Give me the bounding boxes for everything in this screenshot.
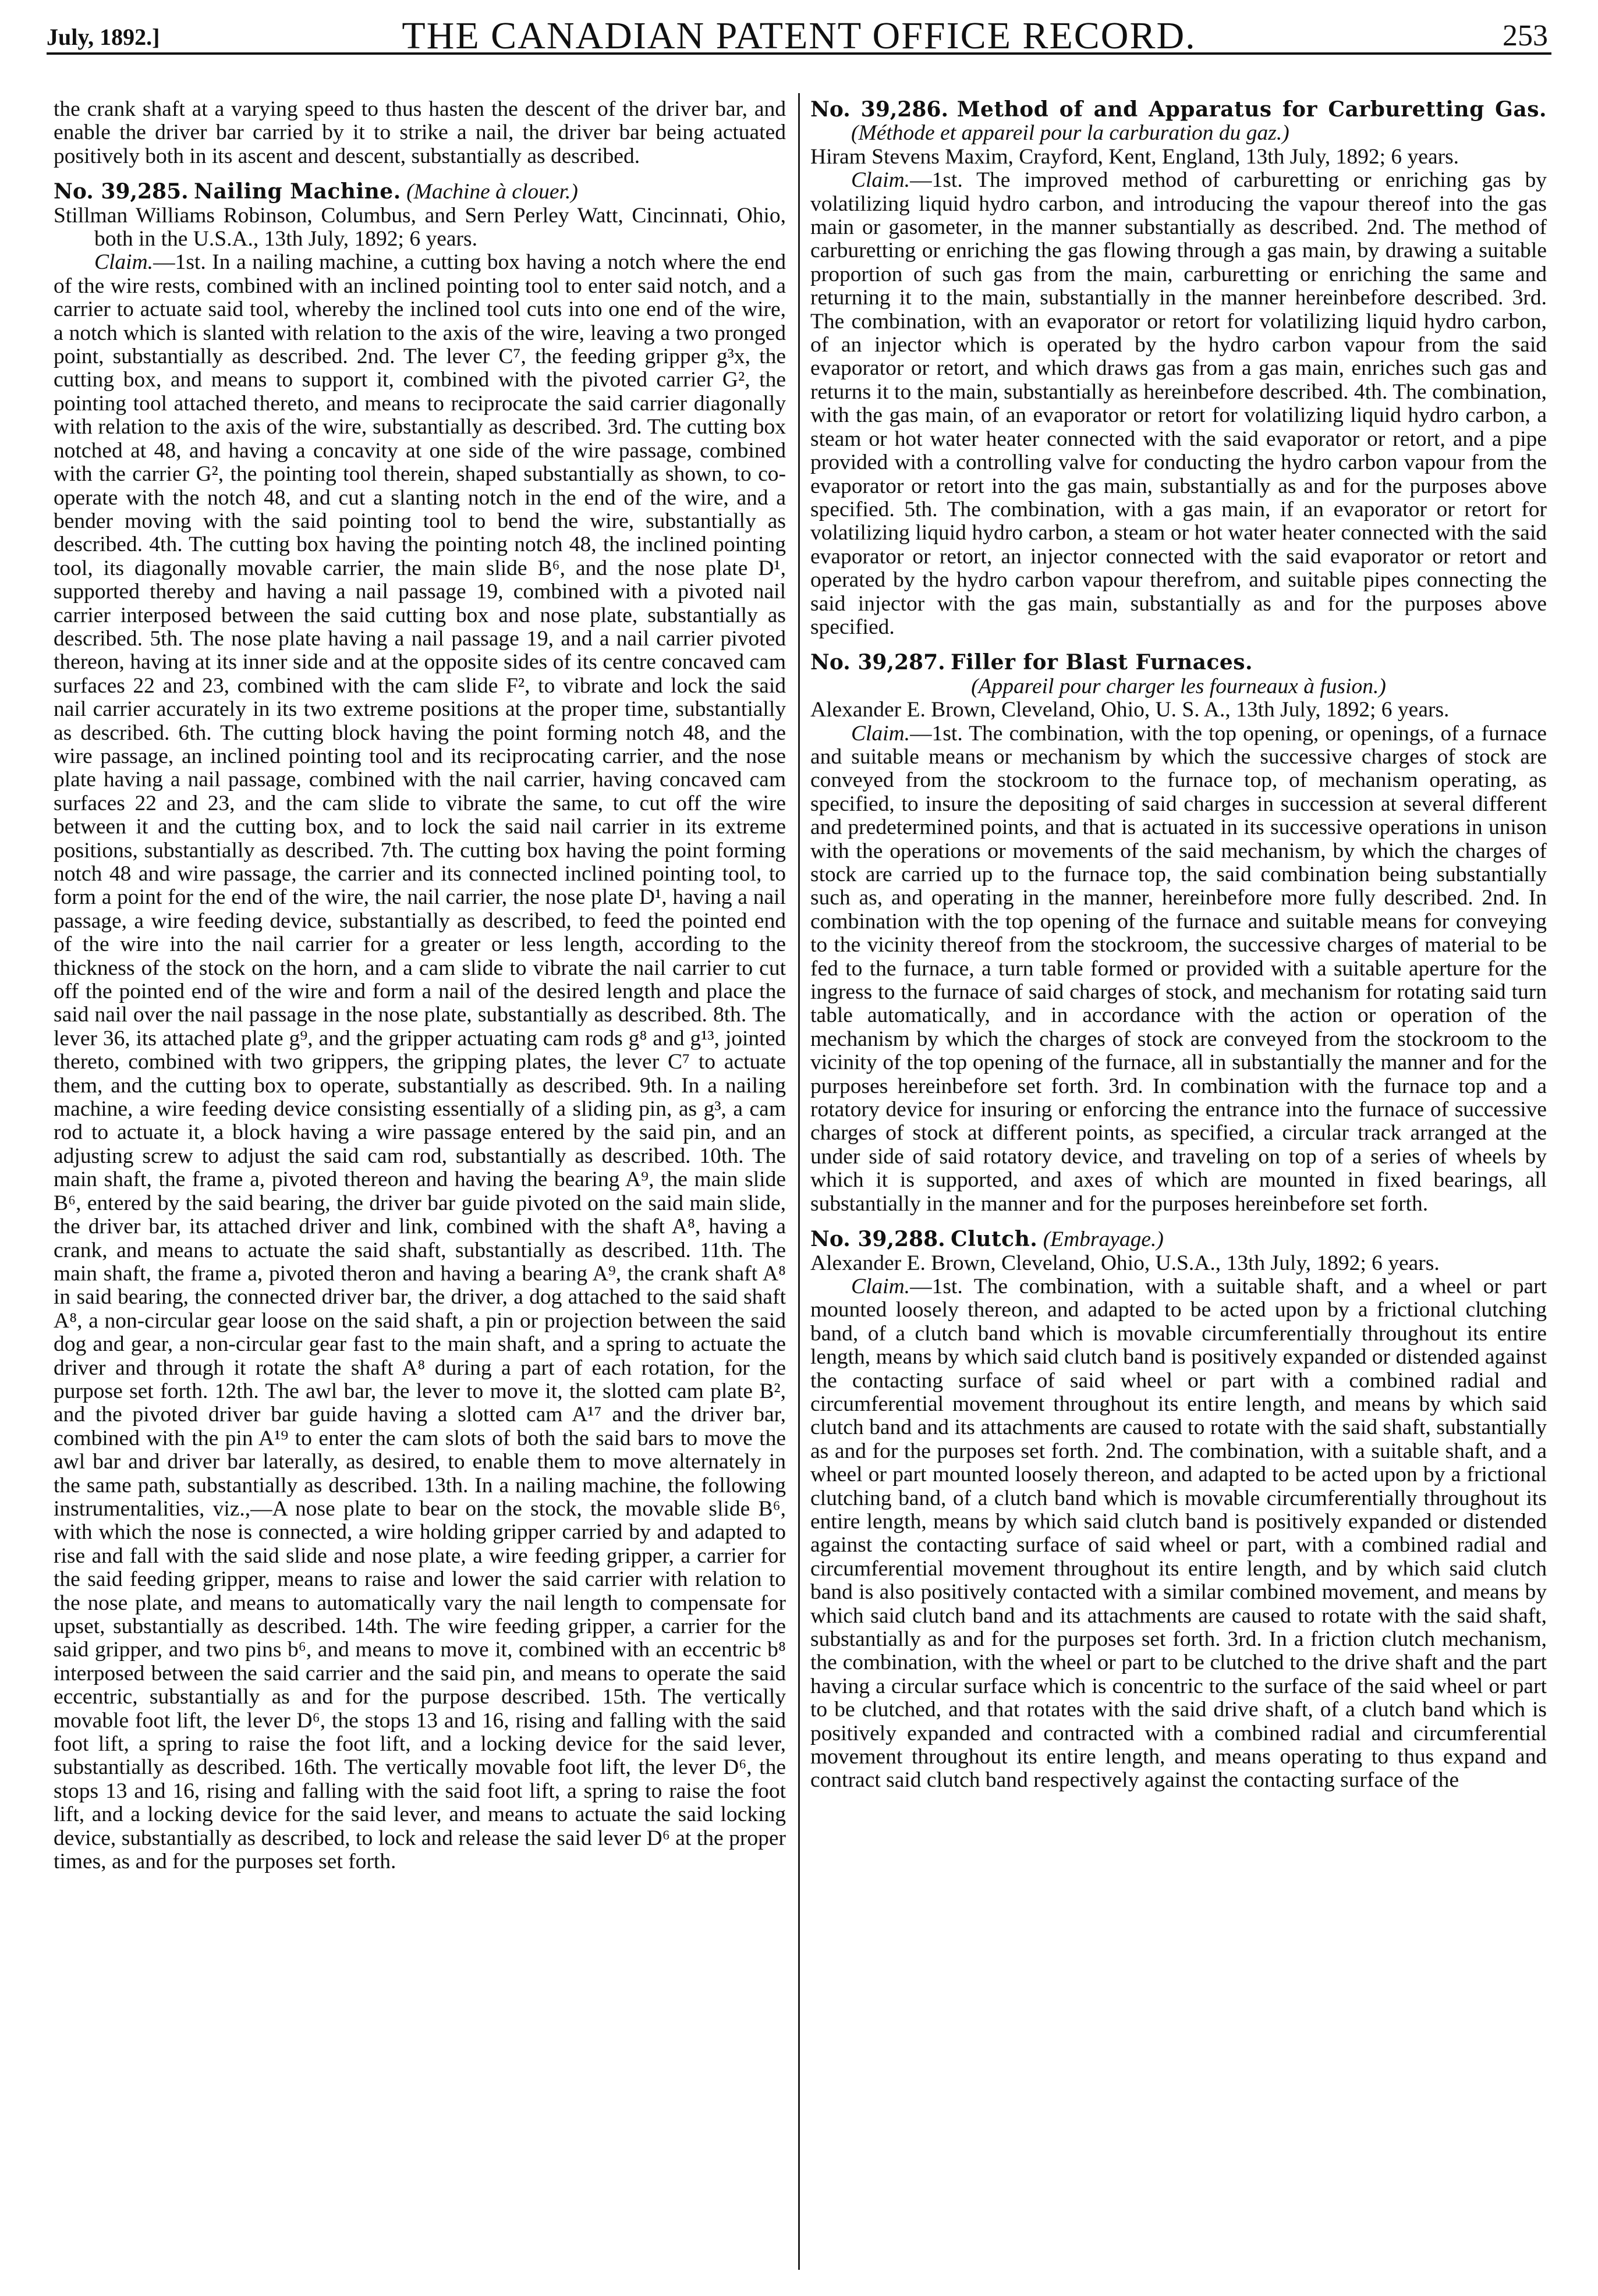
patent-claim [54, 251, 786, 1873]
patent-french-title [810, 675, 1547, 698]
patent-french-title: (Embrayage.) [1043, 1227, 1164, 1252]
patent-inventor: Alexander E. Brown, Cleveland, Ohio, U.S.A., 13th July, 1892; 6 years. [810, 1251, 1440, 1275]
patent-heading [810, 98, 1547, 146]
patent-39288 [810, 1227, 1547, 1793]
patent-inventor: Alexander E. Brown, Cleveland, Ohio, U. S. A., 13th July, 1892; 6 years. [810, 698, 1450, 722]
patent-number: No. 39,287. [810, 650, 945, 675]
claim-text: —1st. In a nailing machine, a cutting box having a notch where the end of the wire rests, combined with an inclined pointing tool to enter said notch, and a carrier to actuate said tool, whereby the inclined tool cuts into one end of the wire, a notch which is slanted with relation to the axis of the wire, leaving a two pronged point, substantially as described. 2nd. The lever C⁷, the feeding gripper g³x, the cutting box, and means to support it, combined with the pivoted carrier G², the pointing tool attached thereto, and means to reciprocate the said carrier diagonally with relation to the axis of the wire, substantially as described. 3rd. The cutting box notched at 48, and having a concavity at one side of the wire passage, combined with the carrier G², the pointing tool therein, shaped substantially as shown, to co-operate with the notch 48, and cut a slanting notch in the end of the wire, and a bender moving with the said pointing tool to bend the wire, substantially as described. 4th. The cutting box having the pointing notch 48, the inclined pointing tool, its diagonally movable carrier, the main slide B⁶, and the nose plate D¹, supported thereby and having a nail passage 19, combined with a pivoted nail carrier interposed between the said cutting box and nose plate, substantially as described. 5th. The nose plate having a nail passage 19, and a nail carrier pivoted thereon, having at its inner side and at the opposite sides of its centre concaved cam surfaces 22 and 23, combined with the cam slide F², to vibrate and lock the said nail carrier accurately in its two extreme positions at the proper time, substantially as described. 6th. The cutting block having the point forming notch 48, and the wire passage, an inclined pointing tool and its reciprocating carrier, and the nose plate having a nail passage, combined with the nail carrier, having concaved cam surfaces 22 and 23, and the cam slide to vibrate the same, to cut off the wire between it and the cutting box, and to lock the said nail carrier in its extreme positions, substantially as described. 7th. The cutting box having the point forming notch 48 and wire passage, the carrier and its connected inclined pointing tool, to form a point for the end of the wire, the nail carrier, the nose plate D¹, having a nail passage, a wire feeding device, substantially as described, to feed the pointed end of the wire into the nail carrier for a greater or less length, according to the thickness of the stock on the horn, and a cam slide to vibrate the nail carrier to cut off the pointed end of the wire and form a nail of the desired length and place the said nail over the nail passage in the nose plate, substantially as described. 8th. The lever 36, its attached plate g⁹, and the gripper actuating cam rods g⁸ and g¹³, jointed thereto, combined with two grippers, the gripping plates, the lever C⁷ to actuate them, and the cutting box to operate, substantially as described. 9th. In a nailing machine, a wire feeding device consisting essentially of a sliding pin, as g³, a cam rod to actuate it, a block having a wire passage entered by the said pin, and an adjusting screw to adjust the said cam rod, substantially as described. 10th. The main shaft, the frame a, pivoted thereon and having the bearing A⁹, the main slide B⁶, entered by the said bearing, the driver bar guide pivoted on the said main slide, the driver bar, its attached driver and link, combined with the shaft A⁸, having a crank, and means to actuate the said shaft, substantially as described. 11th. The main shaft, the frame a, pivoted theron and having a bearing A⁹, the crank shaft A⁸ in said bearing, the connected driver bar, the driver, a dog attached to the said shaft A⁸, a non-circular gear loose on the said shaft, a pin or projection between the said dog and gear, a non-circular gear fast to the main shaft, and a spring to actuate the driver and through it rotate the shaft A⁸ during a part of each rotation, for the purpose set forth. 12th. The awl bar, the lever to move it, the slotted cam plate B², and the pivoted driver bar guide having a slotted cam A¹⁷ and the driver bar, combined with the pin A¹⁹ to enter the cam slots of both the said bars to move the awl bar and driver bar laterally, as desired, to enable them to move alternately in the same path, substantially as described. 13th. In a nailing machine, the following instrumentalities, viz.,—A nose plate to bear on the stock, the movable slide B⁶, with which the nose is connected, a wire holding gripper carried by and adapted to rise and fall with the said slide and nose plate, a wire feeding gripper, a carrier for the said feeding gripper, means to raise and lower the said carrier with relation to the nose plate, and means to automatically vary the nail length to compensate for upset, substantially as described. 14th. The wire feeding gripper, a carrier for the said gripper, and two pins b⁶, and means to move it, combined with an eccentric b⁸ interposed between the said carrier and the said pin, and means to operate the said eccentric, substantially as and for the purpose described. 15th. The vertically movable foot lift, the lever D⁶, the stops 13 and 16, rising and falling with the said foot lift, a spring to raise the foot lift, and a locking device for the said lever, substantially as described. 16th. The vertically movable foot lift, the lever D⁶, the stops 13 and 16, rising and falling with the said foot lift, a spring to raise the foot lift, and a locking device for the said lever, and means to actuate the said locking device, substantially as described, to lock and release the said lever D⁶ at the proper times, as and for the purposes set forth. [54, 250, 786, 1874]
claim-text: —1st. The improved method of carburetting or enriching gas by volatilizing liquid hydro carbon, and introducing the vapour thereof into the gas main or gasometer, in the manner substantially as described. 2nd. The method of carburetting or enriching the gas flowing through a gas main, by drawing a suitable proportion of such gas from the main, carburetting or enriching the same and returning it to the main, substantially in the manner hereinbefore described. 3rd. The combination, with an evaporator or retort for volatilizing liquid hydro carbon, of an injector which is operated by the hydro carbon vapour from the said evaporator or retort, and which draws gas from a gas main, enriches such gas and returns it to the main, substantially as hereinbefore described. 4th. The combination, with the gas main, of an evaporator or retort for volatilizing liquid hydro carbon, a steam or hot water heater connected with the said evaporator or retort, and a pipe provided with a controlling valve for conducting the hydro carbon vapour from the evaporator or retort into the gas main, substantially as and for the purposes above specified. 5th. The combination, with a gas main, if an evaporator or retort for volatilizing liquid hydro carbon, a steam or hot water heater connected with the said evaporator or retort, an injector connected with the said evaporator or retort and operated by the hydro carbon vapour therefrom, and suitable pipes connecting the said injector with the gas main, substantially as and for the purposes above specified. [810, 168, 1547, 639]
patent-inventor: Stillman Williams Robinson, Columbus, and Sern Perley Watt, Cincinnati, Ohio, both in the U.S.A., 13th July, 1892; 6 years. [54, 203, 786, 251]
patent-french-title: (Méthode et appareil pour la carburation du gaz.) [851, 121, 1289, 146]
patent-39286 [810, 98, 1547, 639]
patent-heading [810, 651, 1547, 675]
patent-number: No. 39,285. [54, 179, 189, 204]
patent-inventor: Hiram Stevens Maxim, Crayford, Kent, England, 13th July, 1892; 6 years. [810, 144, 1459, 169]
patent-title: Nailing Machine. [194, 179, 401, 204]
patent-title: Method of and Apparatus for Carburetting Gas. [956, 98, 1547, 122]
header-title: THE CANADIAN PATENT OFFICE RECORD. [402, 15, 1196, 57]
continued-claim-text: the crank shaft at a varying speed to thus hasten the descent of the driver bar, and enable the driver bar carried by it to strike a nail, the driver bar being actuated positively both in its ascent and descent, substantially as described. [54, 98, 786, 168]
patent-39287 [810, 651, 1547, 1216]
patent-title: Filler for Blast Furnaces. [951, 650, 1253, 675]
patent-title: Clutch. [951, 1227, 1038, 1252]
patent-heading [54, 180, 786, 204]
header-date: July, 1892.] [47, 24, 160, 50]
claim-label: Claim. [851, 1274, 910, 1298]
patent-number: No. 39,286. [810, 98, 948, 122]
left-column [54, 98, 786, 2274]
claim-text: —1st. The combination, with the top opening, or openings, of a furnace and suitable means or mechanism by which the successive charges of stock are conveyed from the stockroom to the furnace top, of mechanism operating, as specified, to insure the depositing of said charges in succession at several different and predetermined points, and that is actuated in its successive operations in unison with the operations or movements of the said mechanism, by which the charges of stock are carried up to the furnace top, the said combination being substantially such as, and operating in the manner, hereinbefore more fully described. 2nd. In combination with the top opening of the furnace and suitable means for conveying to the vicinity thereof from the stockroom, the successive charges of material to be fed to the furnace, a turn table formed or provided with a suitable aperture for the ingress to the furnace of said charges of stock, and mechanism for rotating said turn table automatically, and in accordance with the action or operation of the mechanism by which the charges of stock are conveyed from the stockroom to the vicinity of the top opening of the furnace, all in substantially the manner and for the purposes hereinbefore set forth. 3rd. In combination with the furnace top and a rotatory device for insuring or enforcing the entrance into the furnace of successive charges of stock at different points, as specified, a circular track arranged at the under side of said rotatory device, and traveling on top of a series of wheels by which it is supported, and axes of which are mounted in fixed bearings, all substantially in the manner and for the purposes hereinbefore set forth. [810, 721, 1547, 1216]
column-divider [798, 93, 800, 2270]
claim-label: Claim. [851, 168, 910, 193]
right-column [810, 98, 1547, 2274]
patent-french-title: (Machine à clouer.) [406, 180, 578, 204]
patent-heading [810, 1227, 1547, 1251]
patent-39285 [54, 180, 786, 1873]
header-page-number: 253 [1503, 19, 1548, 52]
claim-text: —1st. The combination, with a suitable shaft, and a wheel or part mounted loosely thereon, and adapted to be acted upon by a frictional clutching band, of a clutch band which is movable circumferentially throughout its entire length, means by which said clutch band is positively expanded or distended against the contacting surface of said wheel or part with a combined radial and circumferential movement throughout its entire length, and means by which said clutch band and its attachments are caused to rotate with the said shaft, substantially as and for the purposes set forth. 2nd. The combination, with a suitable shaft, and a wheel or part mounted loosely thereon, and adapted to be acted upon by a frictional clutching band, of a clutch band which is movable circumferentially throughout its entire length, means by which said clutch band is positively expanded or distended against the contacting surface of said wheel or part, with a combined radial and circumferential movement throughout its entire length, and by which said clutch band is also positively contacted with a similar combined movement, and means by which said clutch band and its attachments are caused to rotate with the said shaft, substantially as and for the purposes set forth. 3rd. In a friction clutch mechanism, the combination, with the wheel or part to be clutched to the drive shaft and the part having a circular surface which is concentric to the surface of the said wheel or part to be clutched, and that rotates with the said drive shaft, of a clutch band which is positively expanded and contracted with a combined radial and circumferential movement throughout its entire length, and means operating to thus expand and contract said clutch band respectively against the contacting surface of the [810, 1274, 1547, 1793]
claim-label: Claim. [94, 250, 154, 275]
patent-number: No. 39,288. [810, 1227, 945, 1252]
page-header [47, 10, 1551, 55]
patent-claim [810, 1275, 1547, 1793]
patent-claim [810, 722, 1547, 1216]
patent-claim [810, 169, 1547, 639]
french-title-text: (Appareil pour charger les fourneaux à fusion.) [971, 674, 1386, 698]
claim-label: Claim. [851, 721, 910, 746]
